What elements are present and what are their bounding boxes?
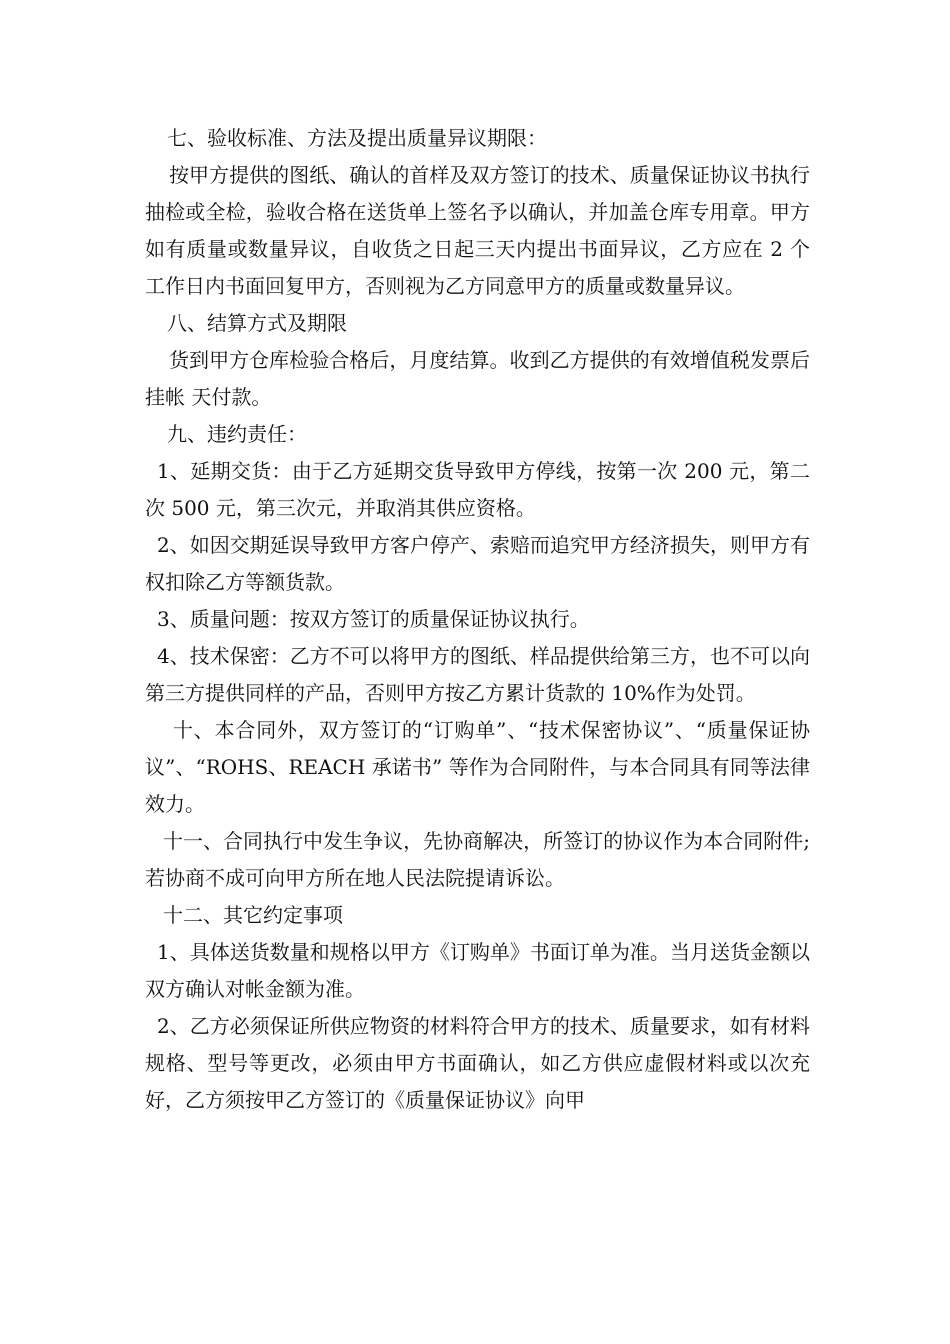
document-body (145, 120, 810, 1119)
clause-material-quality: 2、乙方必须保证所供应物资的材料符合甲方的技术、质量要求，如有材料规格、型号等更改，必须由甲方书面确认，如乙方供应虚假材料或以次充好，乙方须按甲乙方签订的《质量保证协议》向甲 (145, 1014, 810, 1112)
clause-late-delivery: 1、延期交货：由于乙方延期交货导致甲方停线，按第一次 200 元，第二次 500 元，第三次元，并取消其供应资格。 (145, 459, 810, 520)
section-heading-11: 十一、合同执行中发生争议，先协商解决，所签订的协议作为本合同附件;若协商不成可向甲方所在地人民法院提请诉讼。 (145, 829, 810, 890)
section-heading-10: 十、本合同外，双方签订的“订购单”、“技术保密协议”、“质量保证协议”、“ROHS、REACH 承诺书” 等作为合同附件，与本合同具有同等法律效力。 (145, 718, 810, 816)
clause-delivery-quantity: 1、具体送货数量和规格以甲方《订购单》书面订单为准。当月送货金额以双方确认对帐金额为准。 (145, 940, 810, 1001)
section-heading-7: 七、验收标准、方法及提出质量异议期限： (167, 126, 547, 150)
clause-delay-loss: 2、如因交期延误导致甲方客户停产、索赔而追究甲方经济损失，则甲方有权扣除乙方等额货款。 (145, 533, 810, 594)
clause-confidentiality: 4、技术保密：乙方不可以将甲方的图纸、样品提供给第三方，也不可以向第三方提供同样的产品，否则甲方按乙方累计货款的 10%作为处罚。 (145, 644, 810, 705)
section-heading-12: 十二、其它约定事项 (163, 903, 343, 927)
section-heading-9: 九、违约责任： (167, 422, 307, 446)
paragraph-acceptance: 按甲方提供的图纸、确认的首样及双方签订的技术、质量保证协议书执行抽检或全检，验收合格在送货单上签名予以确认，并加盖仓库专用章。甲方如有质量或数量异议，自收货之日起三天内提出书面异议，乙方应在 2 个工作日内书面回复甲方，否则视为乙方同意甲方的质量或数量异议。 (145, 163, 810, 298)
clause-quality: 3、质量问题：按双方签订的质量保证协议执行。 (157, 607, 590, 631)
paragraph-settlement: 货到甲方仓库检验合格后，月度结算。收到乙方提供的有效增值税发票后挂帐 天付款。 (145, 348, 810, 409)
section-heading-8: 八、结算方式及期限 (167, 311, 347, 335)
